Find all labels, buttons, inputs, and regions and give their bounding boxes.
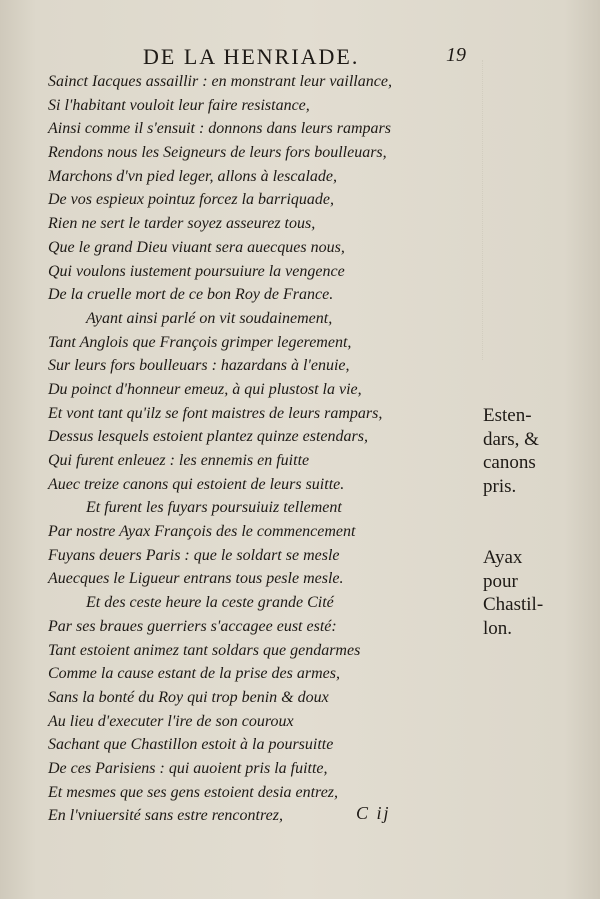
margin-note-standards bbox=[483, 404, 593, 499]
verse-line: Et mesmes que ses gens estoient desia entrez, bbox=[48, 783, 339, 801]
verse-line: Comme la cause estant de la prise des armes, bbox=[48, 665, 340, 683]
verse-line: Et vont tant qu'ilz se font maistres de leurs rampars, bbox=[48, 404, 383, 422]
verse-line: Rendons nous les Seigneurs de leurs fors boulleuars, bbox=[48, 144, 387, 162]
verse-line: Au lieu d'executer l'ire de son couroux bbox=[48, 712, 294, 730]
verse-line: Dessus lesquels estoient plantez quinze estendars, bbox=[48, 428, 368, 446]
margin-note-line: lon. bbox=[483, 618, 513, 640]
verse-line: Marchons d'vn pied leger, allons à lescalade, bbox=[48, 167, 337, 185]
running-head-title: DE LA HENRIADE. bbox=[143, 44, 360, 69]
verse-line: Par nostre Ayax François des le commencement bbox=[48, 523, 356, 541]
verse-line: Ainsi comme il s'ensuit : donnons dans leurs rampars bbox=[48, 120, 391, 138]
verse-line: Sachant que Chastillon estoit à la poursuitte bbox=[48, 736, 334, 754]
margin-note-ajax bbox=[483, 546, 593, 641]
verse-line: Auec treize canons qui estoient de leurs suitte. bbox=[48, 475, 345, 493]
verse-line: Et des ceste heure la ceste grande Cité bbox=[86, 594, 334, 612]
margin-note-line: pour bbox=[483, 570, 518, 592]
verse-line: Qui furent enleuez : les ennemis en fuitte bbox=[48, 452, 310, 469]
verse-line: De la cruelle mort de ce bon Roy de France. bbox=[48, 286, 334, 304]
verse-line: Rien ne sert le tarder soyez asseurez tous, bbox=[48, 215, 316, 233]
verse-line: Par ses braues guerriers s'accagee eust esté: bbox=[48, 617, 337, 635]
verse-line: Fuyans deuers Paris : que le soldart se mesle bbox=[48, 546, 340, 564]
margin-note-line: dars, & bbox=[483, 428, 539, 450]
verse-line: Et furent les fuyars poursuiuiz tellement bbox=[86, 499, 342, 517]
verse-line: Tant estoient animez tant soldars que gendarmes bbox=[48, 641, 361, 659]
verse-line: Qui voulons iustement poursuiure la vengence bbox=[48, 262, 345, 280]
margin-note-line: canons bbox=[483, 452, 536, 474]
verse-line: Que le grand Dieu viuant sera auecques nous, bbox=[48, 238, 345, 256]
margin-note-line: Esten- bbox=[483, 405, 532, 426]
page-number: 19 bbox=[446, 44, 466, 66]
verse-line: En l'vniuersité sans estre rencontrez, bbox=[48, 807, 283, 825]
verse-line: De ces Parisiens : qui auoient pris la fuitte, bbox=[48, 759, 328, 777]
verse-line: Si l'habitant vouloit leur faire resistance, bbox=[48, 96, 310, 114]
verse-line: Tant Anglois que François grimper legerement, bbox=[48, 333, 352, 351]
running-head bbox=[0, 40, 600, 70]
verse-block bbox=[48, 70, 468, 828]
verse-line: Sur leurs fors boulleuars : hazardans à l'enuie, bbox=[48, 357, 350, 375]
margin-note-line: Chastil- bbox=[483, 594, 544, 616]
verse-line: Ayant ainsi parlé on vit soudainement, bbox=[86, 309, 333, 327]
verse-line: Du poinct d'honneur emeuz, à qui plustost la vie, bbox=[48, 380, 362, 398]
show-through-right bbox=[482, 60, 593, 360]
signature-mark: C ij bbox=[356, 803, 391, 823]
margin-note-line: Ayax bbox=[483, 547, 523, 568]
verse-line: De vos espieux pointuz forcez la barriquade, bbox=[48, 191, 335, 209]
margin-note-line: pris. bbox=[483, 476, 517, 498]
verse-line: Sans la bonté du Roy qui trop benin & doux bbox=[48, 688, 329, 706]
verse-line: Auecques le Ligueur entrans tous pesle mesle. bbox=[48, 570, 344, 588]
verse-line: Sainct Iacques assaillir : en monstrant leur vaillance, bbox=[48, 73, 392, 90]
